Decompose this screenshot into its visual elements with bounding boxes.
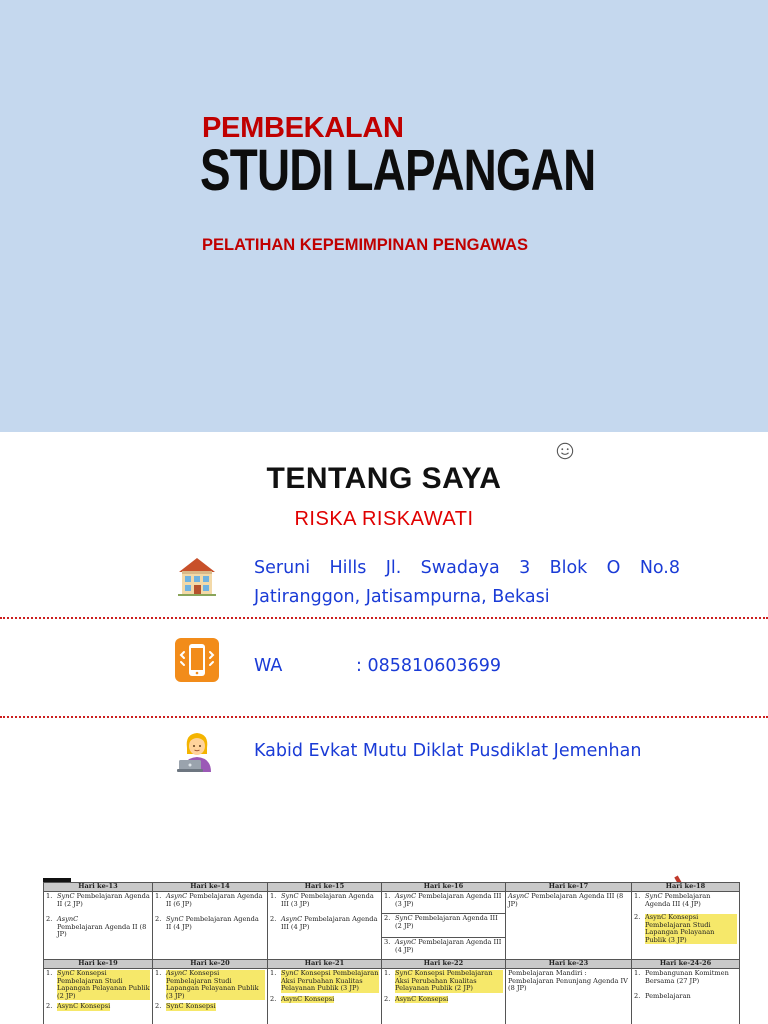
mode-label: SynC [57, 892, 75, 900]
item-number: 2. [270, 915, 277, 924]
table-header: Hari ke-22 [382, 960, 506, 969]
highlighted-item-text: Konsepsi Pembelajaran Studi Lapangan Pelayanan Publik (2 JP) [57, 969, 150, 1000]
dotted-divider [0, 617, 768, 619]
about-title: TENTANG SAYA [266, 462, 502, 495]
item-number: 1. [46, 969, 53, 977]
item-text: Pembelajaran Agenda III (3 JP) [395, 892, 502, 908]
mode-label: AsynC [281, 915, 303, 924]
item-number: 1. [270, 892, 277, 900]
mode-label: AsynC [166, 892, 188, 900]
item-number: 1. [46, 892, 53, 900]
dotted-divider [0, 716, 768, 718]
table-row [44, 892, 740, 960]
mode-label: SynC [645, 892, 663, 900]
item-number: 1. [634, 969, 641, 977]
item-number: 1. [384, 892, 391, 900]
table-header: Hari ke-15 [268, 883, 382, 892]
highlighted-item-text: AsynC Konsepsi Pembelajaran Studi Lapangan Pelayanan Publik (3 JP) [645, 914, 737, 944]
item-number: 2. [46, 1002, 53, 1011]
address-text [254, 554, 680, 612]
item-number: 2. [46, 915, 53, 924]
mobile-phone-icon [175, 638, 219, 682]
mode-label: AsynC [395, 938, 417, 946]
item-number: 2. [384, 914, 391, 922]
table-header: Hari ke-19 [44, 960, 153, 969]
mode-label: AsynC [508, 892, 530, 900]
smiley-icon [556, 442, 574, 460]
item-text: Pembelajaran Agenda II (8 JP) [57, 922, 147, 939]
item-number: 3. [384, 938, 391, 946]
highlighted-item-text: SynC Konsepsi [166, 1002, 216, 1011]
address-word: Hills [329, 558, 367, 578]
table-row [44, 969, 740, 1024]
table-cell [632, 969, 740, 1024]
address-word: Jl. [385, 558, 402, 578]
item-text: Pembelajaran [645, 992, 691, 1001]
item-text: Pembangunan Komitmen Bersama (27 JP) [645, 969, 729, 985]
mode-label: SynC [166, 915, 184, 924]
address-word: Blok [549, 558, 588, 578]
wa-label: WA [254, 656, 283, 676]
item-number: 2. [270, 994, 277, 1003]
item-text: Pembelajaran Agenda III (3 JP) [281, 892, 374, 908]
item-text: Pembelajaran Agenda III (2 JP) [395, 914, 498, 930]
item-text: Pembelajaran Agenda II (2 JP) [57, 892, 150, 908]
table-cell [382, 969, 506, 1024]
mode-label: AsynC [166, 969, 188, 977]
table-cell [506, 892, 632, 960]
cover-slide [0, 0, 768, 432]
item-number: 1. [634, 892, 641, 900]
about-slide [0, 432, 768, 878]
address-word: Seruni [254, 558, 311, 578]
item-number: 1. [384, 969, 391, 977]
address-word: 3 [519, 558, 531, 578]
mode-label: AsynC [395, 892, 417, 900]
mode-label: SynC [57, 969, 75, 977]
item-number: 1. [155, 892, 162, 900]
item-number: 2. [155, 915, 162, 924]
mode-label: SynC [395, 969, 413, 977]
whatsapp-line [254, 652, 501, 681]
table-header: Hari ke-18 [632, 883, 740, 892]
cover-headline: STUDI LAPANGAN [200, 138, 596, 203]
wa-number: : 085810603699 [356, 656, 502, 676]
table-cell [44, 969, 153, 1024]
table-header: Hari ke-13 [44, 883, 153, 892]
mode-label: SynC [281, 892, 299, 900]
item-number: 2. [384, 994, 391, 1003]
table-header: Hari ke-20 [153, 960, 268, 969]
woman-technologist-icon [175, 728, 219, 772]
person-name: RISKA RISKAWATI [294, 508, 474, 530]
table-header-row [44, 960, 740, 969]
highlighted-item-text: AsynC Konsepsi [57, 1002, 111, 1011]
address-word: Swadaya [420, 558, 500, 578]
highlighted-item-text: Konsepsi Pembelajaran Studi Lapangan Pelayanan Publik (3 JP) [166, 969, 259, 1000]
table-cell [44, 892, 153, 960]
cover-kicker: PEMBEKALAN [202, 112, 404, 144]
item-text: Pembelajaran Agenda III (4 JP) [281, 915, 378, 931]
mode-label: AsynC [57, 915, 79, 924]
item-number: 2. [634, 913, 641, 922]
table-header: Hari ke-23 [506, 960, 632, 969]
table-cell [268, 969, 382, 1024]
item-text: Pembelajaran Mandiri : Pembelajaran Penunjang Agenda IV (8 JP) [508, 969, 628, 993]
table-header: Hari ke-17 [506, 883, 632, 892]
table-header: Hari ke-21 [268, 960, 382, 969]
item-text: Pembelajaran Agenda III (4 JP) [395, 938, 502, 954]
table-header: Hari ke-24-26 [632, 960, 740, 969]
item-text: Pembelajaran Agenda II (6 JP) [166, 892, 263, 908]
address-line-2: Jatiranggon, Jatisampurna, Bekasi [254, 587, 550, 607]
table-cell [268, 892, 382, 960]
item-text: Pembelajaran Agenda III (8 JP) [508, 892, 624, 908]
highlighted-item-text: AsynC Konsepsi [281, 994, 335, 1003]
table-header: Hari ke-16 [382, 883, 506, 892]
table-cell [632, 892, 740, 960]
table-cell [506, 969, 632, 1024]
highlighted-item-text: AsynC Konsepsi [395, 994, 449, 1003]
address-word: O [606, 558, 621, 578]
table-cell [382, 892, 506, 960]
item-number: 1. [270, 969, 277, 977]
item-text: Pembelajaran Agenda III (4 JP) [645, 892, 711, 908]
table-cell [153, 892, 268, 960]
address-line-1 [254, 554, 680, 583]
mode-label: SynC [281, 969, 299, 977]
mode-label: SynC [395, 914, 413, 922]
table-header-row [44, 883, 740, 892]
item-number: 1. [155, 969, 162, 977]
job-title: Kabid Evkat Mutu Diklat Pusdiklat Jemenhan [254, 741, 642, 761]
item-number: 2. [155, 1002, 162, 1011]
schedule-table [43, 882, 740, 1024]
highlighted-item-text: Konsepsi Pembelajaran Aksi Perubahan Kualitas Pelayanan Publik (2 JP) [395, 969, 493, 993]
item-text: Pembelajaran Agenda II (4 JP) [166, 915, 259, 931]
table-header: Hari ke-14 [153, 883, 268, 892]
highlighted-item-text: Konsepsi Pembelajaran Aksi Perubahan Kualitas Pelayanan Publik (3 JP) [281, 969, 379, 993]
table-cell [153, 969, 268, 1024]
cover-subtitle: PELATIHAN KEPEMIMPINAN PENGAWAS [202, 236, 529, 254]
item-number: 2. [634, 992, 641, 1001]
address-word: No.8 [639, 558, 680, 578]
house-icon [175, 554, 219, 598]
